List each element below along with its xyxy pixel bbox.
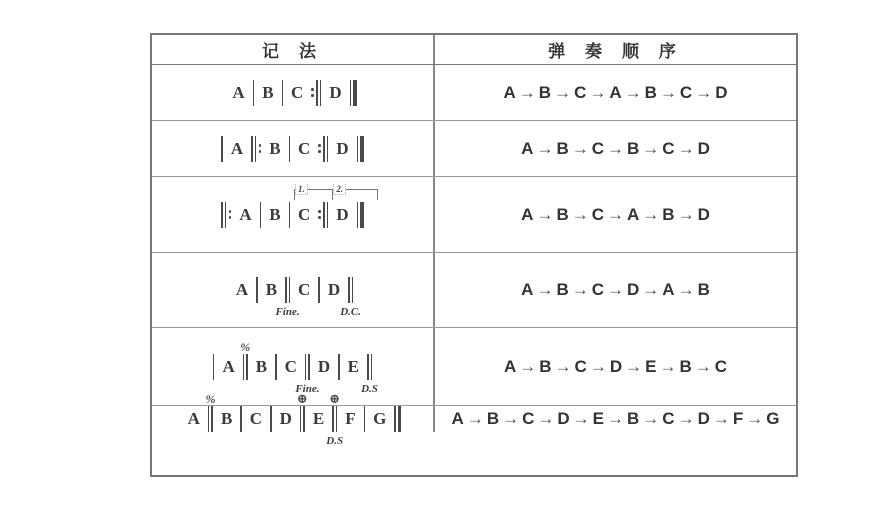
arrow-icon: → bbox=[589, 82, 607, 102]
barline bbox=[282, 80, 284, 106]
double-barline bbox=[295, 354, 320, 395]
sequence-letter: A bbox=[609, 82, 622, 102]
arrow-icon: → bbox=[642, 409, 660, 428]
sequence-cell bbox=[435, 328, 796, 405]
sequence-letter: B bbox=[679, 356, 692, 376]
notation-letter-text: A bbox=[230, 138, 244, 158]
barline-stroke bbox=[364, 406, 366, 432]
notation-letter bbox=[236, 280, 248, 300]
barline-stroke bbox=[308, 354, 310, 380]
sequence-letter: D bbox=[697, 409, 710, 428]
barline-stroke bbox=[208, 406, 210, 432]
notation-letter bbox=[239, 205, 251, 225]
double-barline bbox=[240, 339, 251, 380]
barline bbox=[275, 354, 277, 380]
barline bbox=[338, 354, 340, 380]
sequence-cell bbox=[435, 121, 796, 176]
notation-cell bbox=[152, 121, 435, 176]
notation-letter-text: B bbox=[255, 356, 268, 376]
arrow-icon: → bbox=[659, 356, 677, 376]
sequence-cell bbox=[435, 177, 796, 252]
arrow-icon: → bbox=[536, 138, 554, 158]
arrow-icon: → bbox=[659, 82, 677, 102]
notation-cell bbox=[152, 328, 435, 405]
arrow-icon: → bbox=[571, 280, 589, 299]
barline-stroke bbox=[253, 80, 255, 106]
barline bbox=[270, 406, 272, 432]
arrow-icon: → bbox=[519, 356, 537, 376]
sequence-letter: D bbox=[557, 409, 570, 428]
notation-line bbox=[230, 277, 361, 318]
barline-stroke bbox=[323, 136, 325, 162]
notation-letter-text: C bbox=[249, 409, 263, 428]
notation-cell bbox=[152, 65, 435, 120]
barline-stroke bbox=[240, 406, 242, 432]
notation-letter-text: G bbox=[373, 409, 387, 428]
arrow-icon: → bbox=[607, 280, 624, 299]
notation-letter-text: A bbox=[239, 204, 252, 224]
sequence-letter: D bbox=[609, 356, 623, 376]
notation-letter-text: B bbox=[269, 204, 281, 224]
barline-stroke bbox=[213, 354, 215, 380]
notation-line bbox=[211, 339, 378, 395]
barline-stroke bbox=[285, 277, 287, 303]
sequence-letter: B bbox=[556, 138, 569, 158]
sequence-letter: C bbox=[662, 138, 675, 158]
sequence-letter: C bbox=[591, 204, 604, 224]
sequence-letter: B bbox=[539, 356, 552, 376]
double-barline bbox=[296, 391, 308, 432]
notation-letter-text: A bbox=[235, 280, 249, 299]
repeat-dot bbox=[318, 144, 321, 147]
double-barline bbox=[275, 277, 300, 318]
repeat-dot bbox=[311, 94, 314, 97]
sequence-letter: E bbox=[645, 356, 657, 376]
barline-stroke bbox=[352, 277, 354, 303]
barline bbox=[240, 406, 242, 432]
barline-stroke bbox=[221, 202, 223, 228]
notation-letter bbox=[256, 357, 267, 377]
notation-letter bbox=[336, 183, 349, 225]
repeat-begin-barline bbox=[251, 136, 261, 162]
repeat-dot bbox=[318, 216, 321, 219]
barline-stroke bbox=[316, 80, 318, 106]
arrow-icon: → bbox=[466, 409, 484, 428]
repeat-bars bbox=[251, 136, 256, 162]
sequence-letter: C bbox=[574, 82, 587, 102]
arrow-icon: → bbox=[571, 204, 589, 224]
barline bbox=[260, 202, 262, 228]
barline-stroke bbox=[360, 202, 364, 228]
volta-number: 1. bbox=[295, 184, 308, 195]
arrow-icon: → bbox=[642, 204, 660, 224]
barline bbox=[289, 202, 291, 228]
header-notation: 记 法 bbox=[152, 35, 435, 64]
notation-letter-text: D bbox=[327, 280, 341, 299]
notation-letter-text: C bbox=[298, 204, 311, 224]
barline-stroke bbox=[357, 202, 359, 228]
barline-stroke bbox=[256, 277, 258, 303]
sequence-letter: C bbox=[574, 356, 587, 376]
sequence-letter: A bbox=[451, 409, 464, 428]
barline-stroke bbox=[243, 354, 245, 380]
barline-stroke bbox=[336, 406, 338, 432]
repeat-dots bbox=[229, 210, 232, 219]
notation-letter-text: A bbox=[232, 82, 245, 102]
notation-cell bbox=[152, 177, 435, 252]
barline-stroke bbox=[360, 136, 364, 162]
barline bbox=[318, 277, 320, 303]
barline-stroke bbox=[320, 80, 322, 106]
barline-stroke bbox=[260, 202, 262, 228]
repeat-dot bbox=[229, 210, 232, 213]
barline-stroke bbox=[225, 202, 227, 228]
arrow-icon: → bbox=[607, 138, 624, 158]
sequence-letter: A bbox=[521, 280, 534, 299]
notation-letter bbox=[313, 409, 324, 429]
arrow-icon: → bbox=[554, 356, 572, 376]
arrow-icon: → bbox=[571, 138, 589, 158]
table-row bbox=[152, 176, 796, 252]
sequence-cell bbox=[435, 253, 796, 327]
arrow-icon: → bbox=[695, 82, 713, 102]
arrow-icon: → bbox=[677, 280, 695, 299]
table-row bbox=[152, 252, 796, 327]
sequence-letter: B bbox=[538, 82, 552, 102]
notation-letter-text: A bbox=[187, 409, 200, 428]
double-barline bbox=[340, 277, 361, 318]
sequence-letter: B bbox=[644, 82, 657, 102]
sequence-letter: A bbox=[521, 204, 534, 224]
notation-letter bbox=[269, 205, 280, 225]
barline-stroke bbox=[251, 136, 253, 162]
notation-letter-text: E bbox=[347, 356, 360, 376]
barline bbox=[364, 406, 366, 432]
repeat-dots bbox=[259, 144, 262, 153]
notation-letter bbox=[373, 409, 386, 429]
direction-label: Fine. bbox=[295, 382, 320, 395]
direction-label: Fine. bbox=[275, 306, 300, 318]
notation-letter bbox=[222, 357, 234, 377]
sequence-letter: B bbox=[697, 280, 710, 299]
notation-letter-text: C bbox=[298, 280, 311, 299]
notation-line bbox=[219, 183, 365, 228]
notation-letter-text: A bbox=[222, 356, 235, 376]
barline-stroke bbox=[338, 354, 340, 380]
sequence-letter: B bbox=[662, 204, 675, 224]
table-row bbox=[152, 120, 796, 176]
sequence-letter: A bbox=[662, 280, 675, 299]
notation-cell bbox=[152, 391, 435, 447]
direction-label: D.S bbox=[326, 435, 344, 447]
repeat-end-barline bbox=[311, 80, 321, 106]
notation-line bbox=[182, 391, 404, 447]
repeat-dot bbox=[259, 144, 262, 147]
barline-stroke bbox=[332, 406, 334, 432]
arrow-icon: → bbox=[642, 138, 660, 158]
arrow-icon: → bbox=[572, 409, 590, 428]
barline bbox=[289, 136, 291, 162]
double-barline bbox=[205, 392, 216, 432]
volta-number: 2. bbox=[333, 184, 346, 195]
barline-stroke bbox=[211, 406, 213, 432]
repeat-dots bbox=[311, 88, 314, 97]
notation-letter bbox=[266, 280, 277, 300]
notation-letter bbox=[232, 83, 244, 103]
barline-stroke bbox=[300, 406, 302, 432]
repeat-dot bbox=[318, 150, 321, 153]
notation-letter-text: D bbox=[317, 356, 331, 376]
sequence-letter: E bbox=[592, 409, 604, 428]
sequence-cell bbox=[435, 406, 796, 432]
barline-stroke bbox=[323, 202, 325, 228]
barline-stroke bbox=[221, 136, 223, 162]
notation-letter bbox=[269, 139, 280, 159]
notation-line bbox=[219, 136, 365, 162]
notation-letter bbox=[285, 357, 297, 377]
direction-label: D.S bbox=[361, 382, 378, 395]
notation-cell bbox=[152, 253, 435, 327]
sequence-letter: D bbox=[697, 204, 710, 224]
sequence-letter: C bbox=[662, 409, 675, 428]
repeat-end-barline bbox=[318, 202, 328, 228]
table-row bbox=[152, 327, 796, 405]
arrow-icon: → bbox=[712, 409, 730, 428]
barline-stroke bbox=[350, 80, 352, 106]
notation-letter-text: B bbox=[220, 409, 233, 428]
sequence-letter: D bbox=[697, 138, 710, 158]
arrow-icon: → bbox=[677, 138, 695, 158]
coda-icon: ⊕ bbox=[329, 391, 341, 406]
notation-letter-text: D bbox=[336, 204, 349, 224]
notation-letter-text: C bbox=[298, 138, 311, 158]
barline-stroke bbox=[282, 80, 284, 106]
barline-stroke bbox=[305, 354, 307, 380]
repeat-dots bbox=[318, 144, 321, 153]
repeat-dot bbox=[259, 150, 262, 153]
sequence-letter: C bbox=[714, 356, 728, 376]
notation-letter-text: E bbox=[312, 409, 325, 428]
sequence-letter: B bbox=[486, 409, 500, 428]
sequence-letter: B bbox=[556, 204, 569, 224]
sequence-letter: D bbox=[627, 280, 640, 299]
arrow-icon: → bbox=[536, 280, 554, 299]
repeat-dot bbox=[311, 88, 314, 91]
header-play-order: 弹 奏 顺 序 bbox=[548, 42, 683, 62]
repeat-bars bbox=[221, 202, 226, 228]
barline-stroke bbox=[357, 136, 359, 162]
notation-letter-text: F bbox=[345, 409, 356, 428]
sequence-letter: A bbox=[627, 204, 640, 224]
barline bbox=[256, 277, 258, 303]
notation-letter bbox=[188, 409, 200, 429]
notation-letter bbox=[291, 83, 303, 103]
repeat-bars bbox=[323, 202, 328, 228]
sequence-letter: A bbox=[503, 82, 516, 102]
notation-letter bbox=[298, 280, 310, 300]
sequence-letter: B bbox=[556, 280, 569, 299]
notation-letter-text: D bbox=[279, 409, 292, 428]
arrow-icon: → bbox=[694, 356, 712, 376]
notation-letter bbox=[231, 139, 243, 159]
barline-stroke bbox=[289, 277, 291, 303]
notation-letter bbox=[345, 409, 355, 429]
notation-line bbox=[226, 80, 358, 106]
repeat-dots bbox=[318, 210, 321, 219]
arrow-icon: → bbox=[677, 409, 695, 428]
sequence-letter: A bbox=[521, 138, 534, 158]
repeat-begin-barline bbox=[221, 202, 231, 228]
sequence-letter: B bbox=[627, 138, 640, 158]
barline bbox=[221, 136, 223, 162]
barline-stroke bbox=[270, 406, 272, 432]
sequence-letter: C bbox=[522, 409, 535, 428]
coda-icon: ⊕ bbox=[296, 391, 308, 406]
notation-letter-text: D bbox=[329, 82, 342, 102]
notation-letter-text: B bbox=[262, 82, 274, 102]
segno-icon: % bbox=[205, 392, 216, 406]
barline-stroke bbox=[327, 136, 329, 162]
table-header-row bbox=[152, 35, 796, 65]
notation-letter bbox=[318, 357, 330, 377]
sequence-letter: C bbox=[591, 138, 604, 158]
notation-letter bbox=[262, 83, 273, 103]
arrow-icon: → bbox=[625, 356, 643, 376]
notation-letter bbox=[250, 409, 262, 429]
arrow-icon: → bbox=[554, 82, 572, 102]
segno-icon: % bbox=[240, 339, 251, 354]
arrow-icon: → bbox=[536, 204, 554, 224]
notation-letter-text: D bbox=[336, 138, 349, 158]
barline-stroke bbox=[289, 136, 291, 162]
volta-bracket bbox=[332, 183, 378, 200]
barline-stroke bbox=[255, 136, 257, 162]
sequence-letter: F bbox=[732, 409, 744, 428]
arrow-icon: → bbox=[589, 356, 607, 376]
arrow-icon: → bbox=[677, 204, 695, 224]
barline-stroke bbox=[348, 277, 350, 303]
repeat-dot bbox=[318, 210, 321, 213]
sequence-letter: B bbox=[627, 409, 640, 428]
notation-letter bbox=[280, 409, 292, 429]
barline-stroke bbox=[367, 354, 369, 380]
sequence-cell bbox=[435, 65, 796, 120]
final-barline bbox=[357, 202, 364, 228]
final-barline bbox=[357, 136, 364, 162]
sequence-letter: C bbox=[591, 280, 604, 299]
table-row bbox=[152, 65, 796, 120]
arrow-icon: → bbox=[537, 409, 555, 428]
notation-letter-text: C bbox=[291, 82, 304, 102]
barline-stroke bbox=[303, 406, 305, 432]
repeat-bars bbox=[323, 136, 328, 162]
notation-letter-text: B bbox=[269, 138, 281, 158]
arrow-icon: → bbox=[607, 204, 624, 224]
repeat-bars bbox=[316, 80, 321, 106]
arrow-icon: → bbox=[624, 82, 642, 102]
arrow-icon: → bbox=[746, 409, 764, 428]
sequence-letter: C bbox=[679, 82, 693, 102]
final-barline bbox=[394, 406, 401, 432]
barline bbox=[253, 80, 255, 106]
sequence-letter: G bbox=[766, 409, 780, 428]
notation-letter bbox=[329, 83, 341, 103]
barline-stroke bbox=[371, 354, 373, 380]
arrow-icon: → bbox=[642, 280, 660, 299]
barline-stroke bbox=[398, 406, 402, 432]
barline-stroke bbox=[353, 80, 357, 106]
arrow-icon: → bbox=[502, 409, 520, 428]
barline-stroke bbox=[318, 277, 320, 303]
barline-stroke bbox=[394, 406, 396, 432]
sequence-letter: D bbox=[715, 82, 728, 102]
double-barline bbox=[326, 391, 344, 447]
notation-letter bbox=[221, 409, 232, 429]
barline-stroke bbox=[289, 202, 291, 228]
notation-letter-text: C bbox=[284, 356, 297, 376]
notation-table bbox=[150, 33, 798, 477]
sequence-letter: A bbox=[503, 356, 517, 376]
direction-label: D.C. bbox=[340, 306, 361, 318]
repeat-dot bbox=[229, 216, 232, 219]
repeat-end-barline bbox=[318, 136, 328, 162]
final-barline bbox=[350, 80, 357, 106]
arrow-icon: → bbox=[607, 409, 624, 428]
table-body bbox=[152, 65, 796, 447]
notation-letter bbox=[298, 139, 310, 159]
double-barline bbox=[361, 354, 378, 395]
notation-letter bbox=[348, 357, 359, 377]
notation-letter-text: B bbox=[265, 280, 278, 299]
table-row bbox=[152, 391, 796, 447]
barline-stroke bbox=[275, 354, 277, 380]
barline-stroke bbox=[246, 354, 248, 380]
arrow-icon: → bbox=[518, 82, 536, 102]
barline-stroke bbox=[327, 202, 329, 228]
notation-letter bbox=[336, 139, 348, 159]
notation-letter bbox=[298, 183, 311, 225]
notation-letter bbox=[328, 280, 340, 300]
barline bbox=[213, 354, 215, 380]
